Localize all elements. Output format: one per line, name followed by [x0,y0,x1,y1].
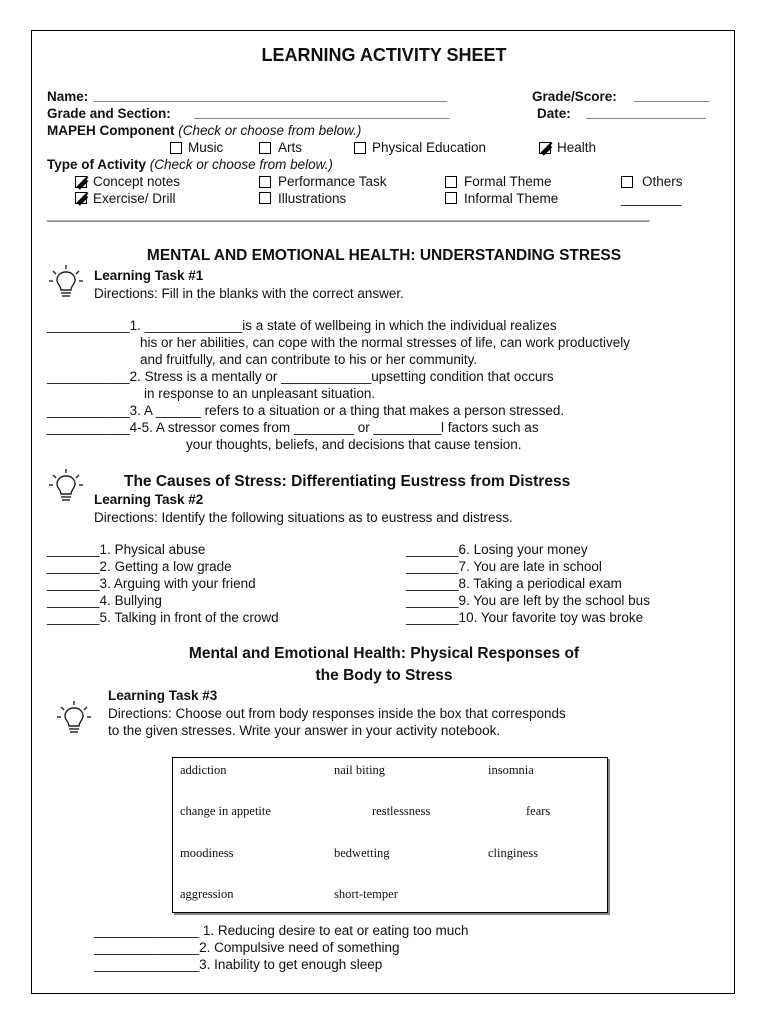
activity-sheet [31,30,735,994]
lightbulb-icon [49,467,83,503]
mapeh-row [47,123,361,138]
checkbox-health[interactable] [539,142,551,154]
activity-performance-task-label: Performance Task [278,174,387,189]
task2-item: _______10. Your favorite toy was broke [406,610,644,625]
body-response-word: insomnia [488,763,534,777]
lightbulb-icon [49,263,83,299]
task2-item: _______7. You are late in school [406,559,602,574]
task1-directions: Directions: Fill in the blanks with the correct answer. [94,286,404,301]
mapeh-label: MAPEH Component [47,123,175,138]
checkbox-others[interactable] [621,176,633,188]
task1-line: your thoughts, beliefs, and decisions that cause tension. [186,437,522,452]
name-field[interactable]: _______________________________________________ [94,88,447,103]
body-response-word: fears [526,804,551,818]
checkbox-performance-task[interactable] [259,176,271,188]
checkbox-arts[interactable] [259,142,271,154]
grade-score-label: Grade/Score: [532,89,617,104]
body-responses-box [172,757,608,913]
task3-item: ______________2. Compulsive need of something [94,940,400,955]
task1-line: ___________4-5. A stressor comes from ________ or _________l factors such as [47,420,539,435]
task2-item: _______6. Losing your money [406,542,588,557]
section3-heading-line1: Mental and Emotional Health: Physical Responses of [188,645,580,662]
body-response-word: aggression [180,887,234,901]
task2-directions: Directions: Identify the following situations as to eustress and distress. [94,510,513,525]
component-health-label: Health [557,140,597,155]
task2-item: _______3. Arguing with your friend [47,576,256,591]
body-response-word: nail biting [334,763,386,777]
body-response-word: clinginess [488,846,538,860]
task1-title: Learning Task #1 [94,268,204,283]
checkbox-physical-education[interactable] [354,142,366,154]
body-response-word: addiction [180,763,227,777]
task2-item: _______4. Bullying [47,593,162,608]
body-response-word: restlessness [372,804,431,818]
others-specify-field[interactable]: ________ [621,191,682,206]
body-response-word: change in appetite [180,804,271,818]
task3-title: Learning Task #3 [108,688,218,703]
date-label: Date: [537,106,571,121]
component-arts-label: Arts [278,140,303,155]
activity-informal-theme-label: Informal Theme [464,191,559,206]
checkbox-exercise-drill[interactable] [75,192,87,204]
task1-line: in response to an unpleasant situation. [144,386,376,401]
page-title: LEARNING ACTIVITY SHEET [261,45,507,65]
activity-exercise-drill-label: Exercise/ Drill [93,191,176,206]
task2-title: Learning Task #2 [94,492,204,507]
activity-others-label: Others [642,174,683,189]
activity-type-row [47,157,333,172]
component-music-label: Music [188,140,224,155]
task3-directions-line2: to the given stresses. Write your answer in your activity notebook. [108,723,501,738]
task1-line: his or her abilities, can cope with the normal stresses of life, can work productively [140,335,630,350]
task3-directions-line1: Directions: Choose out from body responses inside the box that corresponds [108,706,566,721]
mapeh-hint: (Check or choose from below.) [178,123,362,138]
header-separator: ______________________________________________________________________________________ [47,208,650,222]
body-response-word: short-temper [334,887,398,901]
date-field[interactable]: ________________ [586,105,707,120]
lightbulb-icon [57,699,91,735]
checkbox-illustrations[interactable] [259,192,271,204]
checkbox-informal-theme[interactable] [445,192,457,204]
section-label: Grade and Section: [47,106,171,121]
checkbox-formal-theme[interactable] [445,176,457,188]
activity-concept-notes-label: Concept notes [93,174,181,189]
section1-heading: MENTAL AND EMOTIONAL HEALTH: UNDERSTANDING STRESS [146,247,622,264]
checkbox-concept-notes[interactable] [75,176,87,188]
activity-type-label: Type of Activity [47,157,147,172]
body-response-word: bedwetting [334,846,390,860]
task1-line: ___________2. Stress is a mentally or ____________upsetting condition that occurs [47,369,554,384]
task2-item: _______5. Talking in front of the crowd [47,610,279,625]
checkbox-music[interactable] [170,142,182,154]
task1-line: and fruitfully, and can contribute to his or her community. [140,352,478,367]
component-pe-label: Physical Education [372,140,487,155]
activity-formal-theme-label: Formal Theme [464,174,552,189]
body-response-word: moodiness [180,846,234,860]
activity-illustrations-label: Illustrations [278,191,347,206]
activity-type-hint: (Check or choose from below.) [149,157,333,172]
section-field[interactable]: __________________________________ [194,105,450,120]
section3-heading-line2: the Body to Stress [315,667,453,684]
task3-item: ______________3. Inability to get enough sleep [94,957,383,972]
task1-line: ___________3. A ______ refers to a situation or a thing that makes a person stressed. [47,403,565,418]
grade-score-field[interactable]: __________ [634,88,710,103]
task2-item: _______8. Taking a periodical exam [406,576,622,591]
task2-item: _______9. You are left by the school bus [406,593,650,608]
task2-item: _______2. Getting a low grade [47,559,232,574]
name-label: Name: [47,89,89,104]
task1-line: ___________1. _____________is a state of wellbeing in which the individual realizes [47,318,557,333]
task2-item: _______1. Physical abuse [47,542,206,557]
task3-item: ______________ 1. Reducing desire to eat or eating too much [94,923,469,938]
section2-heading: The Causes of Stress: Differentiating Eustress from Distress [124,473,571,490]
